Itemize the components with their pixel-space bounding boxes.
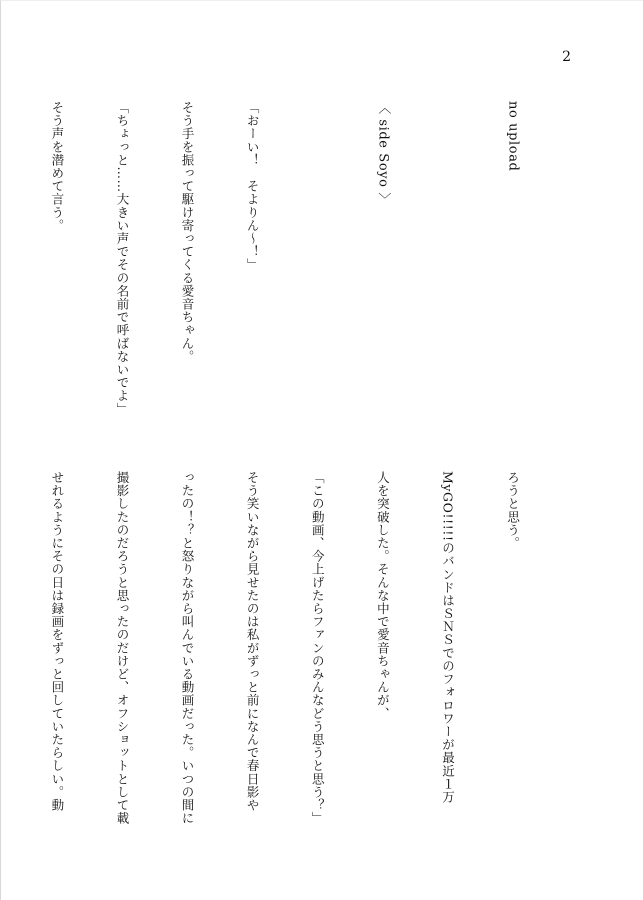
body-line: ったの！？と怒りながら叫んでいる動画だった。いつの間に <box>180 471 196 825</box>
blank-line <box>437 101 459 431</box>
body-line: 「この動画、今上げたらファンのみんなどう思うと思う？」 <box>310 471 326 825</box>
body-line: 「ちょっと……大きい声でその名前で呼ばないでよ」 <box>114 101 130 416</box>
page-number: 2 <box>562 49 571 65</box>
body-line: そう笑いながら見せたのは私がずっと前になんで春日影や <box>245 471 261 812</box>
body-line <box>0 471 3 801</box>
text-column-bottom <box>49 471 567 825</box>
blank-line <box>307 101 329 431</box>
body-line: 「おーい！ そよりん〜！」 <box>245 101 261 272</box>
body-line <box>0 101 3 431</box>
body-line: ろうと思う。 <box>505 471 521 550</box>
side-title: 〈 side Soyo 〉 <box>375 101 391 206</box>
body-line: そう声を潜めて言う。 <box>49 101 65 232</box>
body-line: 撮影したのだろうと思ったのだけど、オフショットとして載 <box>114 471 130 825</box>
body-line: せれるようにその日は録画をずっと回していたらしい。動 <box>49 471 65 812</box>
body-line: そう手を振って駆け寄ってくる愛音ちゃん。 <box>180 101 196 363</box>
chapter-title: no upload <box>505 101 521 172</box>
body-line: 人を突破した。そんな中で愛音ちゃんが、 <box>375 471 391 720</box>
body-line: MyGO!!!!!のバンドはＳＮＳでのフォロワーが最近１万 <box>440 471 456 804</box>
text-column-top <box>49 101 567 431</box>
